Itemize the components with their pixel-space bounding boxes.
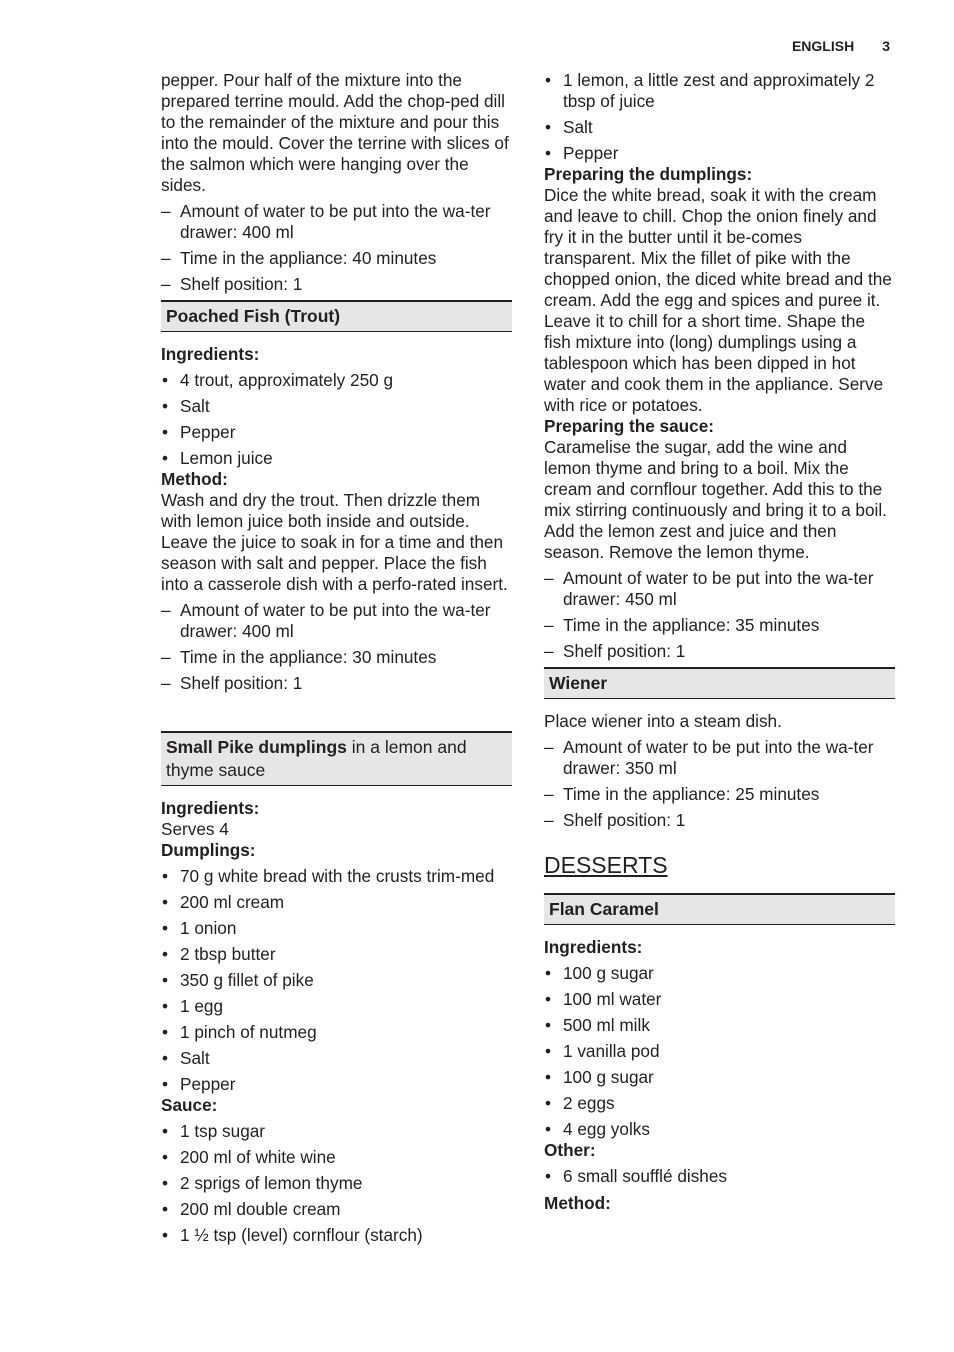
language-label: ENGLISH <box>791 38 855 54</box>
flan-ingredients <box>544 963 895 1140</box>
step-item: – Time in the appliance: 35 minutes <box>544 615 895 636</box>
step-item: – Time in the appliance: 30 minutes <box>161 647 512 668</box>
step-item: – Shelf position: 1 <box>161 673 512 694</box>
step-item: – Amount of water to be put into the wa-ter drawer: 400 ml <box>161 201 512 243</box>
list-item: • Salt <box>544 117 895 138</box>
list-item: • 1 tsp sugar <box>161 1121 512 1142</box>
section-title: Small Pike dumplings <box>166 737 347 757</box>
list-item: • 4 egg yolks <box>544 1119 895 1140</box>
list-item: • Pepper <box>161 1074 512 1095</box>
step-item: – Amount of water to be put into the wa-ter drawer: 350 ml <box>544 737 895 779</box>
list-item: • 1 vanilla pod <box>544 1041 895 1062</box>
section-title: Wiener <box>549 673 608 693</box>
right-column <box>544 70 895 1214</box>
intro-paragraph: pepper. Pour half of the mixture into the prepared terrine mould. Add the chop-ped dill to the remainder of the mixture and pour this into the mould. Cover the terrine with slices of the salmon which were hanging over the sides. <box>161 70 509 195</box>
list-item: • 6 small soufflé dishes <box>544 1166 895 1187</box>
other-label: Other: <box>544 1140 596 1160</box>
dumpling-ingredients <box>161 866 512 1095</box>
wiener-text: Place wiener into a steam dish. <box>544 711 782 731</box>
step-item: – Time in the appliance: 40 minutes <box>161 248 512 269</box>
list-item: • 1 ½ tsp (level) cornflour (starch) <box>161 1225 512 1246</box>
left-column <box>161 70 512 1246</box>
intro-steps <box>161 201 512 295</box>
method-text: Wash and dry the trout. Then drizzle them with lemon juice both inside and outside. Leave the juice to soak in for a time and then season with salt and pepper. Place the fish into a casserole dish with a perfo-rated insert. <box>161 490 508 594</box>
step-item: – Amount of water to be put into the wa-ter drawer: 450 ml <box>544 568 895 610</box>
list-item: • Pepper <box>544 143 895 164</box>
list-item: • 1 lemon, a little zest and approximately 2 tbsp of juice <box>544 70 895 112</box>
list-item: • Salt <box>161 1048 512 1069</box>
list-item: • 1 egg <box>161 996 512 1017</box>
list-item: • 200 ml cream <box>161 892 512 913</box>
step-item: – Amount of water to be put into the wa-ter drawer: 400 ml <box>161 600 512 642</box>
page-number: 3 <box>882 38 890 54</box>
list-item: • 100 g sugar <box>544 1067 895 1088</box>
serves-text: Serves 4 <box>161 819 229 839</box>
prep-sauce-text: Caramelise the sugar, add the wine and lemon thyme and bring to a boil. Mix the cream and cornflour together. Add this to the mix stirring continuously and bring it to a boil. Add the lemon zest and juice and then season. Remove the lemon thyme. <box>544 437 887 562</box>
step-item: – Shelf position: 1 <box>161 274 512 295</box>
section-heading-pike <box>161 731 512 786</box>
list-item: • Pepper <box>161 422 512 443</box>
list-item: • 2 tbsp butter <box>161 944 512 965</box>
trout-steps <box>161 600 512 694</box>
step-item: – Shelf position: 1 <box>544 641 895 662</box>
list-item: • 200 ml of white wine <box>161 1147 512 1168</box>
desserts-heading: DESSERTS <box>544 852 668 878</box>
wiener-steps <box>544 737 895 831</box>
step-item: – Shelf position: 1 <box>544 810 895 831</box>
dumplings-label: Dumplings: <box>161 840 256 860</box>
list-item: • 500 ml milk <box>544 1015 895 1036</box>
ingredients-label: Ingredients: <box>544 937 643 957</box>
list-item: • 2 eggs <box>544 1093 895 1114</box>
section-title: Flan Caramel <box>549 899 659 919</box>
section-heading-wiener <box>544 667 895 699</box>
list-item: • 350 g fillet of pike <box>161 970 512 991</box>
other-items <box>544 1166 895 1187</box>
list-item: • 4 trout, approximately 250 g <box>161 370 512 391</box>
list-item: • 100 g sugar <box>544 963 895 984</box>
prep-dumplings-text: Dice the white bread, soak it with the cream and leave to chill. Chop the onion finely and fry it in the butter until it be-comes transparent. Mix the fillet of pike with the chopped onion, the diced white bread and the cream. Add the egg and spices and puree it. Leave it to chill for a short time. Shape the fish mixture into (long) dumplings using a tablespoon which has been dipped in hot water and cook them in the appliance. Serve with rice or potatoes. <box>544 185 892 415</box>
trout-ingredients <box>161 370 512 469</box>
pike-steps <box>544 568 895 662</box>
list-item: • Lemon juice <box>161 448 512 469</box>
sauce-ingredients <box>161 1121 512 1246</box>
list-item: • Salt <box>161 396 512 417</box>
section-title: Poached Fish (Trout) <box>166 306 341 326</box>
ingredients-label: Ingredients: <box>161 344 260 364</box>
section-heading-flan <box>544 893 895 925</box>
section-subtitle: in a lemon and thyme sauce <box>166 737 467 780</box>
prep-sauce-label: Preparing the sauce: <box>544 416 715 436</box>
list-item: • 200 ml double cream <box>161 1199 512 1220</box>
method-label: Method: <box>161 469 228 489</box>
list-item: • 2 sprigs of lemon thyme <box>161 1173 512 1194</box>
sauce-ingredients-continued <box>544 70 895 164</box>
ingredients-label: Ingredients: <box>161 798 260 818</box>
prep-dumplings-label: Preparing the dumplings: <box>544 164 753 184</box>
list-item: • 1 pinch of nutmeg <box>161 1022 512 1043</box>
step-item: – Time in the appliance: 25 minutes <box>544 784 895 805</box>
list-item: • 1 onion <box>161 918 512 939</box>
list-item: • 100 ml water <box>544 989 895 1010</box>
list-item: • 70 g white bread with the crusts trim-med <box>161 866 512 887</box>
section-heading-trout <box>161 300 512 332</box>
page-header <box>792 38 890 54</box>
sauce-label: Sauce: <box>161 1095 218 1115</box>
method-label: Method: <box>544 1193 611 1213</box>
